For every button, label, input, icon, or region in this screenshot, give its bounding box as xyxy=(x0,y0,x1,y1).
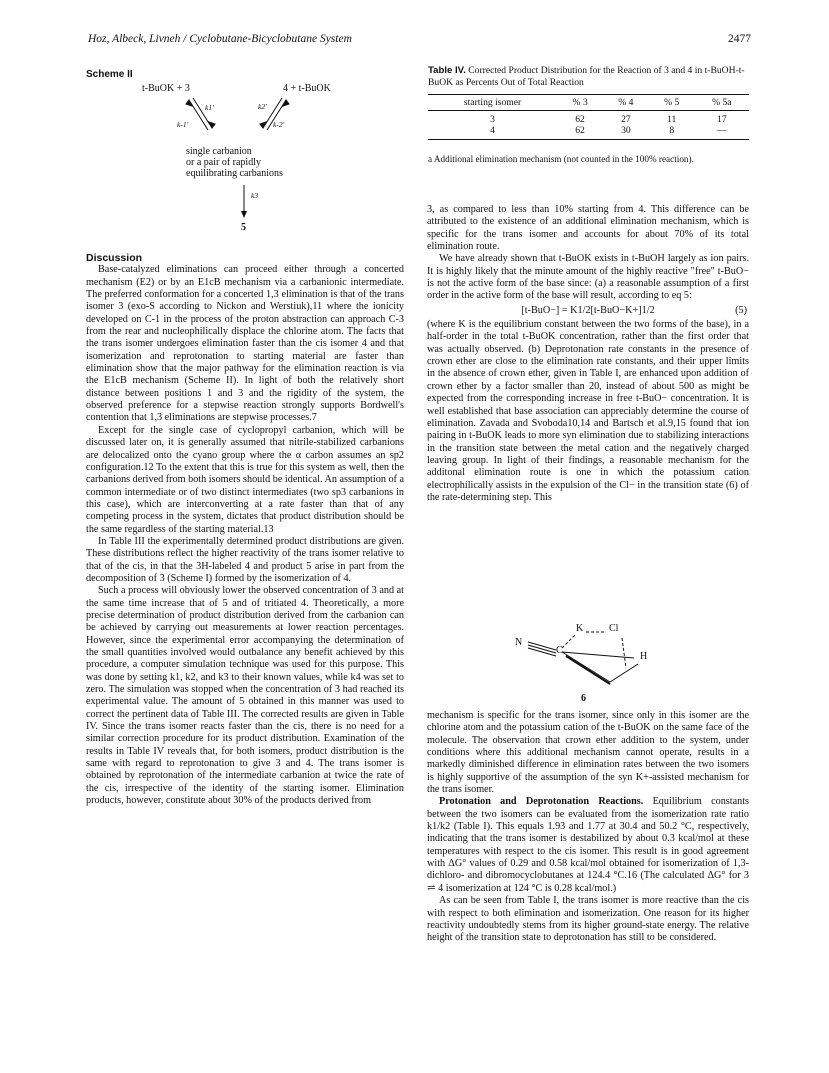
scheme-intermediate xyxy=(186,146,283,179)
table-header: starting isomer xyxy=(463,97,522,108)
page-number: 2477 xyxy=(728,33,751,45)
paragraph: As can be seen from Table I, the trans isomer is more reactive than the cis with respect to both elimination and isomerization. One reason for its higher reactivity undoubtedly stems from its higher ground-state energy. The relative height of the transition state to deprotonation has still to be considered. xyxy=(427,895,749,944)
table-footnote: a Additional elimination mechanism (not counted in the 100% reaction). xyxy=(428,154,694,164)
scheme-product: 5 xyxy=(241,222,246,233)
scheme-right-species: 4 + t-BuOK xyxy=(283,83,331,94)
table-header: % 5 xyxy=(664,97,680,108)
paragraph: We have already shown that t-BuOK exists in t-BuOH largely as ion pairs. It is highly likely that the minute amount of the highly reactive "free" t-BuO− is not the active form of the base since: (a) a reasonable assumption of a first order in the active form of the base will result, according to eq 5: xyxy=(427,253,749,302)
subsection-heading: Protonation and Deprotonation Reactions. xyxy=(439,796,644,808)
atom-label-n: N xyxy=(515,637,523,648)
table-caption-text: Corrected Product Distribution for the Reaction of 3 and 4 in t-BuOH-t-BuOK as Percents Out of Total Reaction xyxy=(428,65,745,88)
paragraph: Except for the single case of cyclopropyl carbanion, which will be discussed later on, it is generally assumed that nitrile-stabilized carbanions are delocalized onto the cyano group where the α carbon assumes an sp2 configuration.12 To the extent that this is true for this system as well, then the carbanions derived from both isomers should be identical. An assumption of a common intermediate or of two distinct intermediates (two sp3 carbanions in this case), which are interconverting at a rate faster than that of any competing process in the system, dictates that product distribution should be the same regardless of the starting material.13 xyxy=(86,424,405,535)
scheme-intermediate-line: equilibrating carbanions xyxy=(186,168,283,179)
table-cell: 27 xyxy=(621,114,631,125)
scheme-k1-label: k1' xyxy=(205,103,214,112)
scheme-left-species: t-BuOK + 3 xyxy=(142,83,190,94)
table-cell: 62 xyxy=(575,125,585,136)
atom-label-cl: Cl xyxy=(609,623,619,634)
table-cell: — xyxy=(717,125,727,136)
paragraph: Such a process will obviously lower the observed concentration of 3 and at the same time increase that of 5 and of tritiated 4. Theoretically, a more precise determination of product distribution derived from the carbanion can be achieved by carrying out measurements at lower reaction percentages. However, since the experimental error accompanying the determination of the small quantities involved would outbalance any benefit achieved by this procedure, a computer simulation technique was used for this purpose. This was done by setting k1, k2, and k3 to their known values, while k4 was set to zero. The simulation was stopped when the concentration of 3 had reached its experimental value. The amount of 5 obtained in this manner was used to correct the pertinent data of Table III. The corrected results are given in Table IV. Since the trans isomer reacts faster than the cis, there is no need for a similar correction procedure for its product distribution. Examination of the results in Table IV reveals that, for both isomers, product distribution is the same with regard to reprotonation to give 3 and 4. The trans isomer is obtained by reprotonation of the intermediate carbanion at twice the rate of the cis, irrespective of the identity of the starting isomer. Elimination products, however, constitute about 30% of the products derived from xyxy=(86,585,404,807)
paragraph: In Table III the experimentally determined product distributions are given. These distributions reflect the higher reactivity of the trans isomer relative to that of the cis, in that the 3H-labeled 4 and product 5 arise in part from the decomposition of 3 (Scheme I) formed by the isomerization of 4. xyxy=(86,535,404,584)
scheme-k3-label: k3 xyxy=(251,191,259,200)
table-caption xyxy=(428,65,748,88)
atom-label-c: C xyxy=(556,645,563,656)
right-column-bottom xyxy=(427,710,749,945)
table-cell: 62 xyxy=(575,114,585,125)
atom-label-h: H xyxy=(640,651,648,662)
paragraph: 3, as compared to less than 10% starting from 4. This difference can be attributed to the existence of an additional elimination mechanism, which is specific for the trans isomer and accounts for about 70% of its total elimination route. xyxy=(427,204,749,253)
scheme-equilibrium-arrows xyxy=(160,96,310,142)
atom-label-k: K xyxy=(576,623,584,634)
scheme-down-arrow xyxy=(238,184,252,220)
table-cell: 11 xyxy=(667,114,677,125)
equation-number: (5) xyxy=(735,304,747,316)
table-cell: 30 xyxy=(621,125,631,136)
equation-5 xyxy=(427,305,749,317)
table-cell: 4 xyxy=(490,125,495,136)
scheme-intermediate-line: or a pair of rapidly xyxy=(186,157,261,168)
table-header: % 5a xyxy=(712,97,732,108)
paragraph-text: Equilibrium constants between the two isomers can be evaluated from the isomerization rate ratio k1/k2 (Table I). This equals 1.93 and 1.77 at 30.4 and 50.2 °C, respectively, indicating that the trans isomer is destabilized by about 0.3 kcal/mol at these temperatures with respect to the cis isomer. This result is in good agreement with ΔG° values of 0.29 and 0.58 kcal/mol obtained for isomerization of 1,3-dichloro- and dibromocyclobutanes at 124.4 °C.16 (The calculated ΔG° for 3 ⇌ 4 isomerization at 124 °C is 0.28 kcal/mol.) xyxy=(427,796,750,894)
running-header: Hoz, Albeck, Livneh / Cyclobutane-Bicyclobutane System xyxy=(88,33,352,45)
table-cell: 8 xyxy=(669,125,675,136)
scheme-intermediate-line: single carbanion xyxy=(186,146,252,157)
section-heading: Discussion xyxy=(86,252,143,264)
table-cell: 17 xyxy=(717,114,727,125)
table-row xyxy=(428,111,749,126)
paragraph: (where K is the equilibrium constant between the two forms of the base), in a half-order in the total t-BuOK concentration, rather than the first order that was actually observed. (b) Deprotonation rate constants in the presence of crown ether are close to the elimination rate constants, and their upper limits in the absence of crown ether, given in Table I, are enhanced upon addition of crown ether by a factor smaller than 20, instead of about 500 as might be expected from the corresponding increase in free t-BuO− concentration. It is well established that base association can appreciably determine the course of elimination. Zavada and Svoboda10,14 and Bartsch et al.9,15 found that ion pairing in t-BuOK leads to more syn elimination due to stabilizing interactions in the transition state between the metal cation and the negatively charged leaving group. In light of their findings, a reasonable mechanism for the additonal elimination route is one in which the potassium cation electrophilically assists in the expulsion of the Cl− in the transition state (6) of the rate-determining step. This xyxy=(427,319,749,503)
product-distribution-table xyxy=(428,94,749,140)
scheme-k2-label: k2' xyxy=(258,102,267,111)
table-caption-label: Table IV. xyxy=(428,65,466,76)
structure-number: 6 xyxy=(581,693,586,704)
paragraph: mechanism is specific for the trans isomer, since only in this isomer are the chlorine atom and the potassium cation of the t-BuOK on the same face of the molecule. The observation that crown ether addition to the system, under conditions where this additional mechanism cannot operate, results in a markedly diminished difference in elimination rates between the two isomers is highly supportive of the assumption of the syn K+-assisted mechanism for the trans isomer. xyxy=(427,710,749,796)
table-row xyxy=(428,125,749,140)
paragraph xyxy=(427,796,749,895)
scheme-k-2-label: k-2' xyxy=(273,120,285,129)
table-header: % 4 xyxy=(618,97,634,108)
left-column xyxy=(86,252,404,807)
right-column-top xyxy=(427,204,749,504)
scheme-k-1-label: k-1' xyxy=(177,120,189,129)
table-header: % 3 xyxy=(572,97,588,108)
scheme-title: Scheme II xyxy=(86,69,133,80)
equation: [t-BuO−] = K1/2[t-BuO−K+]1/2 xyxy=(521,304,655,316)
paragraph: Base-catalyzed eliminations can proceed either through a concerted mechanism (E2) or by an E1cB mechanism via a carbanionic intermediate. The preferred conformation for a concerted 1,3 elimination is that of the trans isomer 3 (exo-S according to Nickon and Werstiuk),11 where the ionicity developed on C-1 in the process of the proton abstraction can approach C-3 from the rear and nucleophilically displace the chlorine atom. The facts that the trans isomer undergoes elimination faster than the cis isomer 4 and that isomerization and reprotonation to starting material are faster than elimination show that the major pathway for the elimination reaction is via the E1cB mechanism (Scheme II). In light of both the relatively short distance between positions 1 and 3 and the rigidity of the system, the observed preference for a stepwise reaction strongly supports Bordwell's contention that 1,3 eliminations are stepwise processes.7 xyxy=(86,264,404,424)
table-cell: 3 xyxy=(490,114,495,125)
